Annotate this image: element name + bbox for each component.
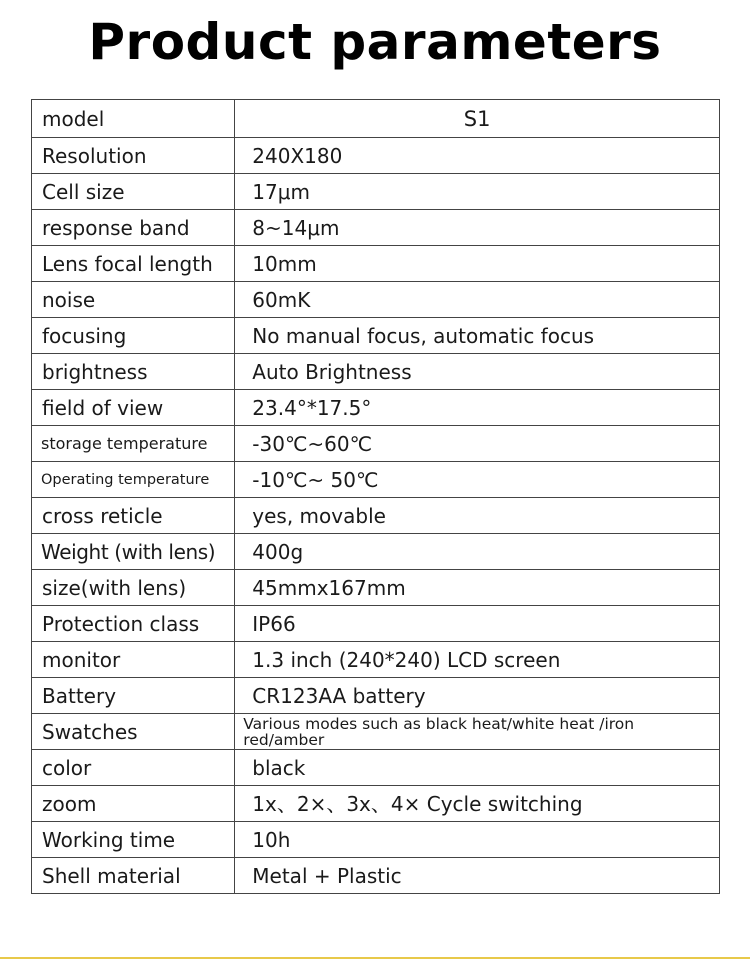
label-cell (32, 678, 235, 714)
param-label-response-band: response band (42, 215, 190, 240)
param-label-resolution: Resolution (42, 143, 147, 168)
table-row-shell-material (32, 858, 720, 894)
param-label-operating-temperature: Operating temperature (41, 471, 210, 488)
value-cell (235, 462, 720, 498)
param-value-resolution: 240X180 (252, 143, 343, 168)
label-cell (32, 100, 235, 138)
label-cell (32, 174, 235, 210)
table-row-zoom (32, 786, 720, 822)
value-cell (235, 282, 720, 318)
param-label-protection-class: Protection class (42, 611, 200, 636)
value-cell (235, 786, 720, 822)
param-label-weight: Weight (with lens) (41, 539, 216, 564)
table-row-lens-focal-length (32, 246, 720, 282)
label-cell (32, 570, 235, 606)
label-cell (32, 282, 235, 318)
page-title: Product parameters (88, 13, 662, 71)
label-cell (32, 750, 235, 786)
param-label-monitor: monitor (42, 647, 121, 672)
param-label-battery: Battery (42, 683, 117, 708)
param-label-size: size(with lens) (42, 575, 187, 600)
table-row-model (32, 100, 720, 138)
param-label-noise: noise (42, 287, 96, 312)
param-value-focusing: No manual focus, automatic focus (252, 323, 595, 348)
table-row-focusing (32, 318, 720, 354)
param-value-swatches: Various modes such as black heat/white heat /iron red/amber (243, 714, 635, 749)
param-value-protection-class: IP66 (252, 611, 296, 636)
value-cell (235, 858, 720, 894)
param-value-brightness: Auto Brightness (252, 359, 412, 384)
value-cell (235, 714, 720, 750)
value-cell (235, 642, 720, 678)
label-cell (32, 138, 235, 174)
label-cell (32, 822, 235, 858)
value-cell (235, 822, 720, 858)
value-cell (235, 174, 720, 210)
value-cell (235, 390, 720, 426)
param-value-cell-size: 17μm (252, 179, 310, 204)
label-cell (32, 462, 235, 498)
value-cell (235, 678, 720, 714)
param-label-field-of-view: field of view (42, 395, 164, 420)
param-label-cross-reticle: cross reticle (42, 503, 163, 528)
param-value-zoom: 1x、2×、3x、4× Cycle switching (252, 791, 583, 816)
param-value-color: black (252, 755, 306, 780)
product-parameters-table (31, 99, 720, 894)
table-row-brightness (32, 354, 720, 390)
param-label-storage-temperature: storage temperature (41, 433, 208, 453)
table-row-storage-temperature (32, 426, 720, 462)
bottom-divider (0, 957, 750, 959)
param-value-noise: 60mK (252, 287, 311, 312)
table-row-field-of-view (32, 390, 720, 426)
param-value-monitor: 1.3 inch (240*240) LCD screen (252, 647, 561, 672)
label-cell (32, 354, 235, 390)
param-value-weight: 400g (252, 539, 304, 564)
value-cell (235, 426, 720, 462)
param-label-zoom: zoom (42, 791, 97, 816)
table-row-battery (32, 678, 720, 714)
param-value-response-band: 8~14μm (252, 215, 340, 240)
value-cell (235, 354, 720, 390)
table-row-response-band (32, 210, 720, 246)
value-cell (235, 210, 720, 246)
value-cell (235, 570, 720, 606)
param-label-brightness: brightness (42, 359, 148, 384)
label-cell (32, 246, 235, 282)
param-label-working-time: Working time (42, 827, 176, 852)
table-row-color (32, 750, 720, 786)
table-row-noise (32, 282, 720, 318)
param-label-color: color (42, 755, 92, 780)
table-row-working-time (32, 822, 720, 858)
label-cell (32, 390, 235, 426)
value-cell (235, 246, 720, 282)
param-label-shell-material: Shell material (42, 863, 181, 888)
param-value-model: S1 (463, 106, 491, 131)
label-cell (32, 642, 235, 678)
param-label-focusing: focusing (42, 323, 127, 348)
param-label-model: model (42, 106, 105, 131)
label-cell (32, 606, 235, 642)
value-cell (235, 606, 720, 642)
param-value-battery: CR123AA battery (252, 683, 426, 708)
param-value-storage-temperature: -30℃~60℃ (252, 431, 373, 456)
label-cell (32, 318, 235, 354)
value-cell (235, 100, 720, 138)
table-row-size (32, 570, 720, 606)
table-row-cell-size (32, 174, 720, 210)
table-row-resolution (32, 138, 720, 174)
param-value-cross-reticle: yes, movable (252, 503, 386, 528)
value-cell (235, 534, 720, 570)
value-cell (235, 318, 720, 354)
label-cell (32, 426, 235, 462)
table-row-swatches (32, 714, 720, 750)
value-cell (235, 138, 720, 174)
table-row-weight (32, 534, 720, 570)
param-label-lens-focal-length: Lens focal length (42, 251, 213, 276)
table-row-protection-class (32, 606, 720, 642)
param-value-lens-focal-length: 10mm (252, 251, 317, 276)
table-row-monitor (32, 642, 720, 678)
param-value-operating-temperature: -10℃~ 50℃ (252, 467, 379, 492)
label-cell (32, 498, 235, 534)
param-value-field-of-view: 23.4°*17.5° (252, 395, 372, 420)
param-label-swatches: Swatches (42, 719, 138, 744)
label-cell (32, 786, 235, 822)
label-cell (32, 714, 235, 750)
value-cell (235, 750, 720, 786)
label-cell (32, 210, 235, 246)
label-cell (32, 534, 235, 570)
param-value-shell-material: Metal + Plastic (252, 863, 402, 888)
value-cell (235, 498, 720, 534)
param-value-working-time: 10h (252, 827, 291, 852)
param-value-size: 45mmx167mm (252, 575, 406, 600)
param-label-cell-size: Cell size (42, 179, 125, 204)
table-row-cross-reticle (32, 498, 720, 534)
label-cell (32, 858, 235, 894)
table-row-operating-temperature (32, 462, 720, 498)
